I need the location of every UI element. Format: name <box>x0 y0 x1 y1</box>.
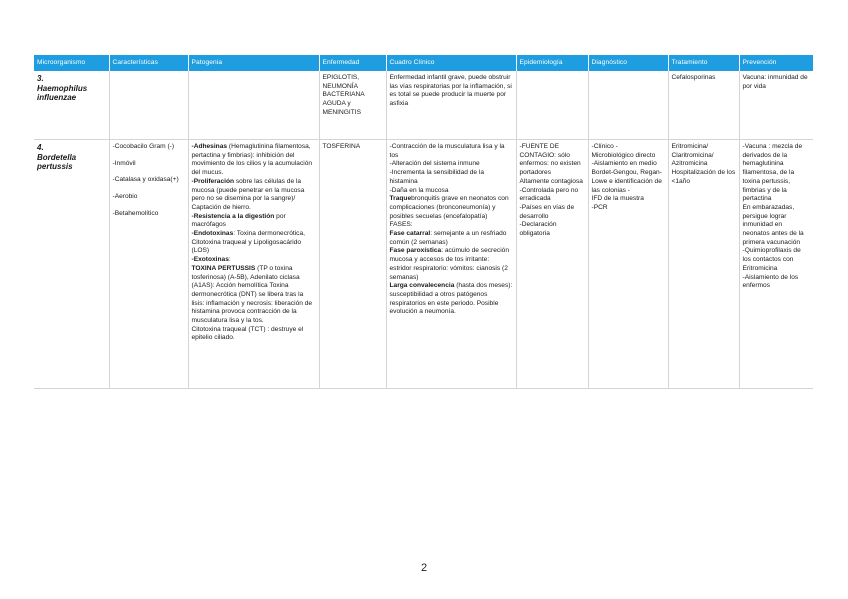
header-caracteristicas: Características <box>109 55 188 71</box>
cell-organism <box>34 71 109 140</box>
cuadro-line: -Incrementa la sensibilidad de la histamina <box>389 169 485 185</box>
patogenia-proliferacion: -Proliferación sobre las células de la mucosa (puede penetrar en la mucosa pero no se disemina por la sangre)/ Captación de hierro. <box>191 177 305 211</box>
patogenia-toxina-pertussis: TOXINA PERTUSSIS (TP o toxina tosferinosa) (A-5B), Adenilato ciclasa (A1AS): Acción hemolítica Toxina dermonecrótica (DNT) se libera tras la lisis: inflamación y necrosis: liberación de histamina provoca contracción de la musculatura lisa y la tos. <box>191 264 313 325</box>
cuadro-line: -Contracción de la musculatura lisa y la tos <box>389 143 505 159</box>
table-header-row <box>34 55 813 71</box>
tratamiento-item: Hospitalización de los <1año <box>671 169 736 185</box>
cell-epidemiologia <box>516 140 588 389</box>
cuadro-fases-title: FASES: <box>389 221 413 229</box>
enfermedad-line: NEUMONÍA <box>322 82 359 90</box>
epidemiologia-item: -Países en vías de desarrollo <box>519 203 575 220</box>
tratamiento-item: Claritromicina/ <box>671 151 714 159</box>
cell-enfermedad <box>319 140 386 389</box>
organism-name: Haemophilus influenzae <box>37 83 88 103</box>
cell-tratamiento <box>668 140 739 389</box>
header-microorganismo: Microorganismo <box>34 55 109 71</box>
header-epidemiologia: Epidemiología <box>516 55 588 71</box>
prevencion-item: -Aislamiento de los enfermos <box>742 273 799 290</box>
patogenia-exotoxinas: -Exotoxinas: <box>191 256 231 264</box>
cell-tratamiento <box>668 71 739 140</box>
cuadro-fase-catarral: Fase catarral: semejante a un resfriado común (2 semanas) <box>389 230 507 246</box>
epidemiologia-item: -Declaración obligatoria <box>519 221 557 238</box>
diagnostico-item: Microbiológico directo <box>591 151 656 159</box>
header-tratamiento: Tratamiento <box>668 55 739 71</box>
cell-diagnostico <box>588 140 668 389</box>
enfermedad-line: EPIGLOTIS, <box>322 74 360 81</box>
header-patogenia: Patogenia <box>188 55 319 71</box>
cell-patogenia <box>188 71 319 140</box>
epidemiologia-item: -Controlada pero no erradicada <box>519 186 579 203</box>
tratamiento-item: Eritromicina/ <box>671 143 709 150</box>
header-diagnostico: Diagnóstico <box>588 55 668 71</box>
table-row-haemophilus <box>34 71 813 140</box>
cell-cuadro-clinico <box>386 140 516 389</box>
page-number: 2 <box>420 562 428 574</box>
tratamiento-item: Azitromicina <box>671 160 708 168</box>
cell-prevencion <box>739 71 813 140</box>
cell-caracteristicas <box>109 71 188 140</box>
caracteristica-item: -Inmóvil <box>112 159 136 167</box>
header-cuadro-clinico: Cuadro Clínico <box>386 55 516 71</box>
cell-caracteristicas <box>109 140 188 389</box>
diagnostico-item: -Aislamiento en medio Bordet-Gengou, Regan-Lowe e identificación de las colonias - <box>591 160 662 194</box>
header-prevencion: Prevención <box>739 55 813 71</box>
cuadro-convalecencia: Larga convalecencia (hasta dos meses): susceptibilidad a otros patógenos respiratorios en este periodo. Posible evolución a neumonía. <box>389 282 513 316</box>
diagnostico-item: IFD de la muestra <box>591 195 644 203</box>
caracteristica-item: -Betahemolítico <box>112 209 159 217</box>
patogenia-adhesinas: -Adhesinas (Hemaglutinina filamentosa, pertactina y fimbrias): inhibición del movimiento de los cilios y la acumulación del mucus. <box>191 143 313 177</box>
enfermedad-line: AGUDA y <box>322 100 351 108</box>
caracteristica-item: -Catalasa y oxidasa(+) <box>112 176 179 184</box>
cuadro-line: -Alteración del sistema inmune <box>389 160 480 168</box>
cuadro-fase-paroxistica: Fase paroxística: acúmulo de secreción mucosa y accesos de tos irritante: estridor respiratorio: vómitos: cianosis (2 semanas) <box>389 247 509 281</box>
organism-number: 4. <box>37 143 44 152</box>
enfermedad-line: BACTERIANA <box>322 91 365 99</box>
patogenia-endotoxinas: -Endotoxinas: Toxina dermonecrótica, Citotoxina traqueal y Lipoligosacárido (LOS) <box>191 230 305 255</box>
tratamiento-text: Cefalosporinas <box>671 74 716 81</box>
cell-diagnostico <box>588 71 668 140</box>
diagnostico-item: -PCR <box>591 203 608 211</box>
diagnostico-item: -Clínico - <box>591 143 618 150</box>
patogenia-citotoxina: Citotoxina traqueal (TCT) : destruye el epitelio ciliado. <box>191 325 304 342</box>
patogenia-resistencia: -Resistencia a la digestión por macrófagos <box>191 212 286 229</box>
cell-patogenia <box>188 140 319 389</box>
microorganism-table <box>34 55 813 389</box>
caracteristica-item: -Aerobio <box>112 193 138 201</box>
cuadro-line: -Daña en la mucosa <box>389 186 449 194</box>
prevencion-text: Vacuna: inmunidad de por vida <box>742 74 808 90</box>
header-enfermedad: Enfermedad <box>319 55 386 71</box>
organism-name: Bordetella pertussis <box>37 152 77 172</box>
cell-cuadro-clinico <box>386 71 516 140</box>
prevencion-item: En embarazadas, persigue lograr inmunidad en neonatos antes de la primera vacunación <box>742 203 804 246</box>
organism-number: 3. <box>37 74 44 83</box>
cell-epidemiologia <box>516 71 588 140</box>
cell-prevencion <box>739 140 813 389</box>
enfermedad-text: TOSFERINA <box>322 143 361 150</box>
epidemiologia-item: -FUENTE DE CONTAGIO: sólo enfermos: no existen portadores <box>519 143 581 177</box>
table-row-bordetella <box>34 140 813 389</box>
cell-enfermedad <box>319 71 386 140</box>
caracteristica-item: -Cocobacilo Gram (-) <box>112 143 175 150</box>
enfermedad-line: MENINGITIS <box>322 108 361 116</box>
prevencion-item: -Vacuna : mezcla de derivados de la hemaglutinina filamentosa, de la toxina pertussis, fimbrias y de la pertactina <box>742 143 803 203</box>
cuadro-text: Enfermedad infantil grave, puede obstruir las vías respiratorias por la inflamación, si es total se puede producir la muerte por asfixia <box>389 74 512 108</box>
cuadro-traquebronquitis: Traquebronquitis grave en neonatos con complicaciones (bronconeumonía) y posibles secuelas (encefalopatía) <box>389 195 509 220</box>
cell-organism <box>34 140 109 389</box>
prevencion-item: -Quimioprofilaxis de los contactos con Eritromicina <box>742 247 801 272</box>
epidemiologia-item: Altamente contagiosa <box>519 177 583 185</box>
